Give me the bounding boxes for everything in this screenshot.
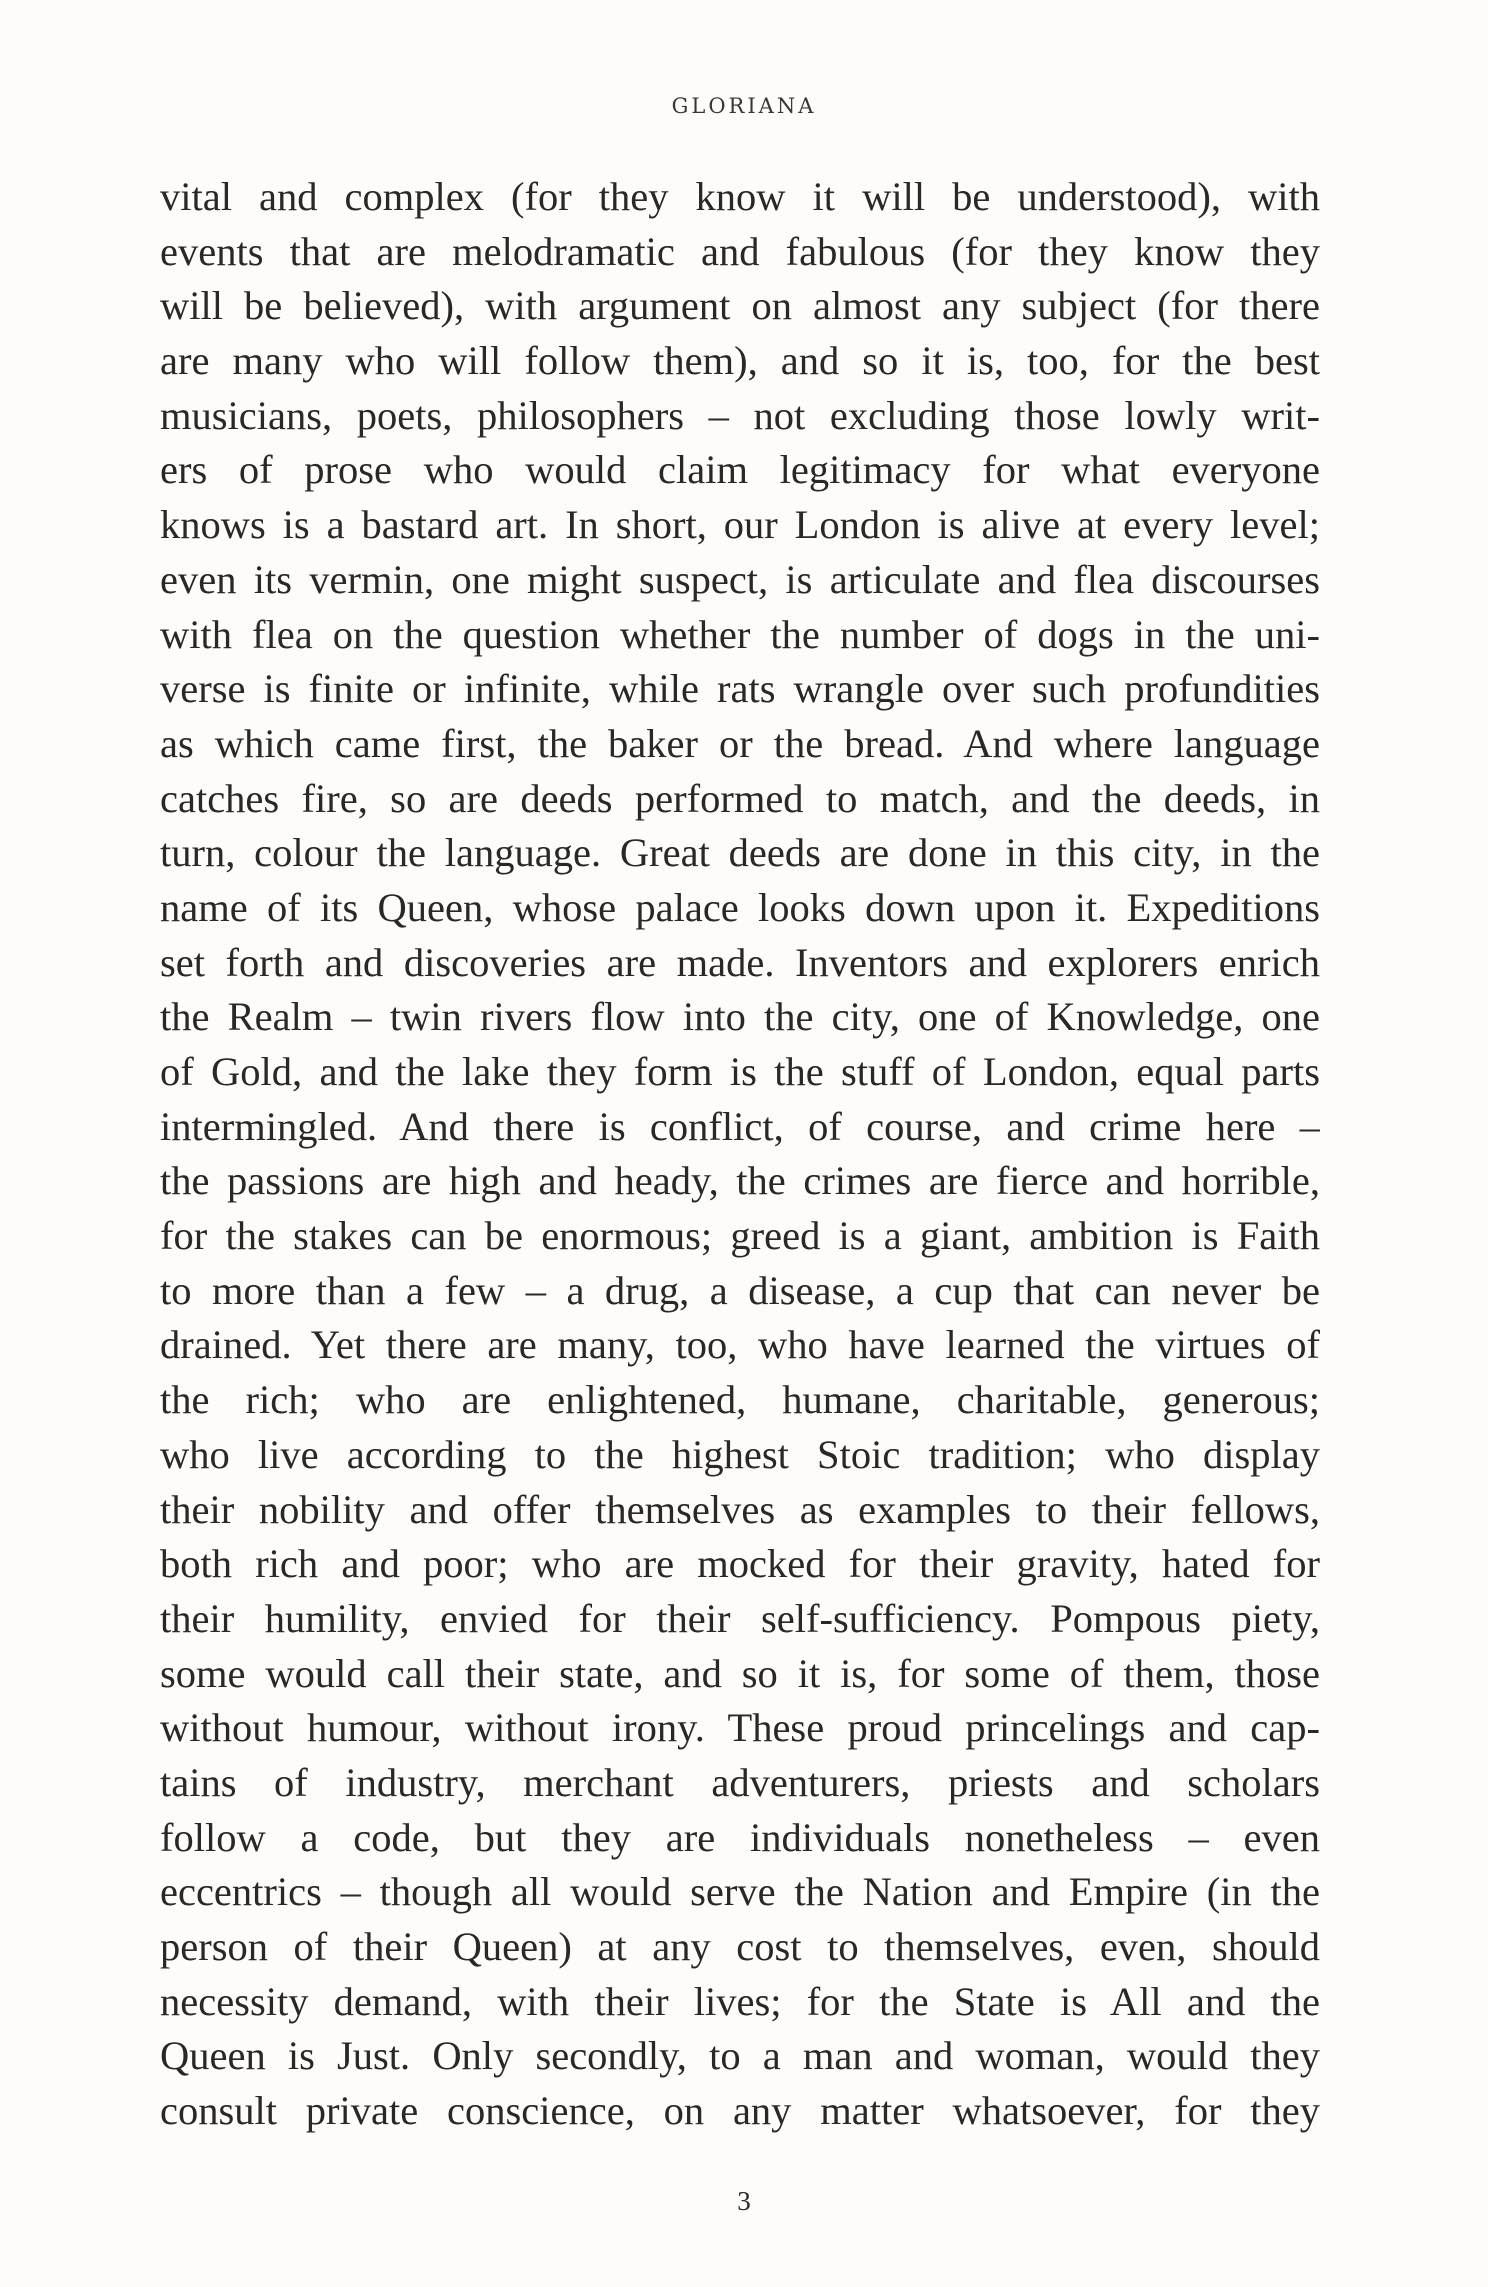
text-line: the rich; who are enlightened, humane, charitable, generous; xyxy=(160,1377,1320,1423)
text-line: without humour, without irony. These proud princelings and cap- xyxy=(160,1705,1320,1751)
body-text xyxy=(160,170,1320,2139)
running-head: GLORIANA xyxy=(671,94,817,118)
text-line: drained. Yet there are many, too, who have learned the virtues of xyxy=(160,1322,1320,1368)
text-line: are many who will follow them), and so it is, too, for the best xyxy=(160,338,1320,384)
text-line: set forth and discoveries are made. Inventors and explorers enrich xyxy=(160,939,1320,985)
text-line: turn, colour the language. Great deeds are done in this city, in the xyxy=(160,830,1320,876)
text-line: follow a code, but they are individuals nonetheless – even xyxy=(160,1814,1320,1860)
page-number: 3 xyxy=(737,2186,751,2216)
text-line: Queen is Just. Only secondly, to a man and woman, would they xyxy=(160,2033,1320,2079)
text-line: necessity demand, with their lives; for the State is All and the xyxy=(160,1978,1320,2024)
text-line: some would call their state, and so it is, for some of them, those xyxy=(160,1650,1320,1696)
text-line: who live according to the highest Stoic tradition; who display xyxy=(160,1431,1320,1477)
text-line: intermingled. And there is conflict, of course, and crime here – xyxy=(160,1103,1320,1149)
text-line: ers of prose who would claim legitimacy for what everyone xyxy=(160,447,1320,493)
text-line: tains of industry, merchant adventurers, priests and scholars xyxy=(160,1759,1320,1805)
text-line: name of its Queen, whose palace looks down upon it. Expeditions xyxy=(160,884,1320,930)
text-line: verse is finite or infinite, while rats wrangle over such profundities xyxy=(160,666,1320,712)
text-line: consult private conscience, on any matter whatsoever, for they xyxy=(160,2088,1320,2134)
text-line: the Realm – twin rivers flow into the city, one of Knowledge, one xyxy=(160,994,1320,1040)
text-line: vital and complex (for they know it will be understood), with xyxy=(160,174,1320,219)
text-line: even its vermin, one might suspect, is articulate and flea discourses xyxy=(160,556,1320,602)
text-line: will be believed), with argument on almost any subject (for there xyxy=(160,283,1320,329)
text-line: with flea on the question whether the number of dogs in the uni- xyxy=(160,611,1320,657)
text-line: both rich and poor; who are mocked for their gravity, hated for xyxy=(160,1541,1320,1587)
text-line: for the stakes can be enormous; greed is a giant, ambition is Faith xyxy=(160,1213,1320,1259)
text-line: their nobility and offer themselves as examples to their fellows, xyxy=(160,1486,1320,1532)
text-line: eccentrics – though all would serve the Nation and Empire (in the xyxy=(160,1869,1320,1915)
text-line: person of their Queen) at any cost to themselves, even, should xyxy=(160,1924,1320,1969)
text-line: the passions are high and heady, the crimes are fierce and horrible, xyxy=(160,1158,1320,1204)
text-line: musicians, poets, philosophers – not excluding those lowly writ- xyxy=(160,392,1320,438)
text-line: events that are melodramatic and fabulous (for they know they xyxy=(160,228,1320,274)
text-line: their humility, envied for their self-sufficiency. Pompous piety, xyxy=(160,1595,1320,1641)
text-line: knows is a bastard art. In short, our London is alive at every level; xyxy=(160,502,1320,548)
text-line: to more than a few – a drug, a disease, a cup that can never be xyxy=(160,1267,1320,1313)
text-line: as which came first, the baker or the bread. And where language xyxy=(160,720,1320,766)
text-line: catches fire, so are deeds performed to match, and the deeds, in xyxy=(160,775,1320,821)
text-line: of Gold, and the lake they form is the stuff of London, equal parts xyxy=(160,1049,1320,1094)
